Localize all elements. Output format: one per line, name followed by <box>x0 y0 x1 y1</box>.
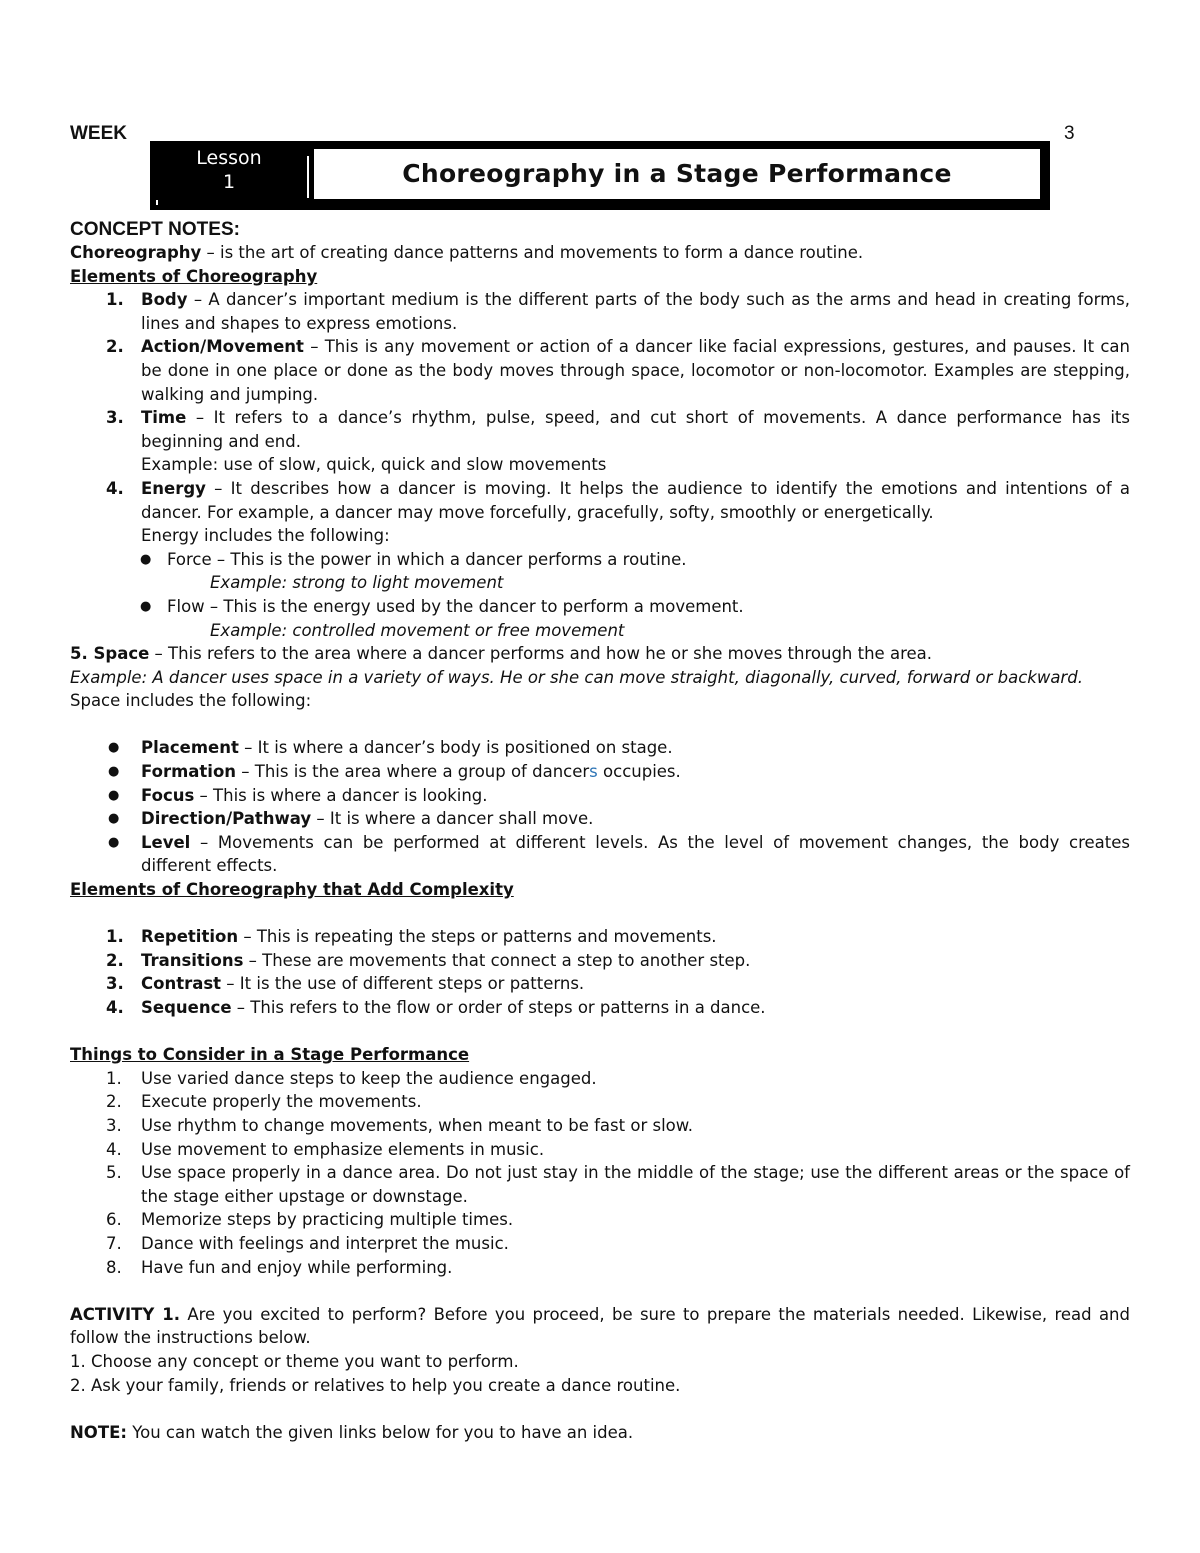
bullet-icon: ● <box>108 787 120 803</box>
list-item: 6. Memorize steps by practicing multiple times. <box>106 1210 514 1230</box>
lesson-badge <box>150 146 308 194</box>
page-title: Choreography in a Stage Performance <box>314 149 1040 199</box>
consider-heading: Things to Consider in a Stage Performance <box>70 1045 470 1065</box>
space-definition: 5. Space – This refers to the area where a dancer performs and how he or she moves through the area. <box>70 644 932 664</box>
list-item: 2. Action/Movement – This is any movement or action of a dancer like facial expressions, gestures, and pauses. It can be done in one place or done as the body moves through space, locomotor or non-locomotor. Examples are stepping, walking and jumping. <box>106 337 1130 404</box>
space-list <box>70 736 1130 878</box>
list-item: ● Level – Movements can be performed at different levels. As the level of movement changes, the body creates different effects. <box>108 832 1130 876</box>
list-item: 4. Sequence – This refers to the flow or order of steps or patterns in a dance. <box>106 998 766 1017</box>
week-label: WEEK <box>70 123 127 144</box>
list-item: 1. Use varied dance steps to keep the audience engaged. <box>106 1068 597 1088</box>
list-item: 1. Repetition – This is repeating the steps or patterns and movements. <box>106 927 717 947</box>
complexity-heading: Elements of Choreography that Add Complexity <box>70 880 514 900</box>
list-item: 4. Use movement to emphasize elements in music. <box>106 1139 545 1159</box>
list-item: 2. Transitions – These are movements that connect a step to another step. <box>106 950 751 970</box>
list-item: 2. Execute properly the movements. <box>106 1092 422 1112</box>
list-item: 7. Dance with feelings and interpret the music. <box>106 1233 509 1253</box>
elements-list <box>70 288 1130 548</box>
list-item: 3. Time – It refers to a dance’s rhythm, pulse, speed, and cut short of movements. A dance performance has its beginning and end. Example: use of slow, quick, quick and slow movements <box>106 408 1130 475</box>
list-item: ● Placement – It is where a dancer’s body is positioned on stage. <box>70 736 1130 760</box>
list-item: 5. Use space properly in a dance area. Do not just stay in the middle of the stage; use the different areas or the space of the stage either upstage or downstage. <box>106 1163 1130 1206</box>
activity-paragraph: ACTIVITY 1. Are you excited to perform? Before you proceed, be sure to prepare the materials needed. Likewise, read and follow the instructions below. <box>70 1304 1130 1348</box>
activity-step: 2. Ask your family, friends or relatives to help you create a dance routine. <box>70 1375 681 1395</box>
bullet-icon: ● <box>108 764 120 780</box>
list-item: 1. Body – A dancer’s important medium is the different parts of the body such as the arms and head in creating forms, lines and shapes to express emotions. <box>106 290 1130 333</box>
list-item: ● Focus – This is where a dancer is looking. <box>70 784 1130 808</box>
concept-notes <box>70 219 1130 1444</box>
banner-divider <box>307 156 309 198</box>
banner-tick <box>156 200 158 205</box>
elements-heading: Elements of Choreography <box>70 266 318 286</box>
list-item: ● Formation – This is the area where a group of dancers occupies. <box>70 760 1130 784</box>
lesson-label: Lesson <box>196 147 262 169</box>
space-example: Example: A dancer uses space in a variety of ways. He or she can move straight, diagonally, curved, forward or backward. <box>70 667 1083 687</box>
list-item: 4. Energy – It describes how a dancer is moving. It helps the audience to identify the emotions and intentions of a dancer. For example, a dancer may move forcefully, gracefully, softy, smoothly or energetically. Energy includes the following: <box>106 478 1130 546</box>
consider-list <box>70 1067 1130 1279</box>
week-number: 3 <box>1064 123 1075 144</box>
bullet-icon: ● <box>108 740 120 756</box>
choreography-definition: Choreography – is the art of creating dance patterns and movements to form a dance routine. <box>70 243 864 262</box>
list-item: 8. Have fun and enjoy while performing. <box>106 1257 453 1277</box>
concept-heading: CONCEPT NOTES: <box>70 219 240 240</box>
list-item: 3. Contrast – It is the use of different steps or patterns. <box>106 974 585 994</box>
lesson-number: 1 <box>222 171 236 193</box>
list-item: ● Flow – This is the energy used by the dancer to perform a movement. Example: controlled movement or free movement <box>140 596 744 640</box>
list-item: 3. Use rhythm to change movements, when meant to be fast or slow. <box>106 1115 693 1135</box>
bullet-icon: ● <box>108 834 120 850</box>
complexity-list <box>70 925 1130 1019</box>
bullet-icon: ● <box>140 551 152 567</box>
list-item: ● Direction/Pathway – It is where a dancer shall move. <box>70 807 1130 831</box>
bullet-icon: ● <box>140 598 152 614</box>
bullet-icon: ● <box>108 811 120 827</box>
list-item: ● Force – This is the power in which a dancer performs a routine. Example: strong to light movement <box>140 549 687 593</box>
note-paragraph: NOTE: You can watch the given links below for you to have an idea. <box>70 1422 634 1442</box>
activity-step: 1. Choose any concept or theme you want to perform. <box>70 1351 519 1371</box>
space-includes: Space includes the following: <box>70 691 312 711</box>
energy-sublist <box>70 548 1130 642</box>
